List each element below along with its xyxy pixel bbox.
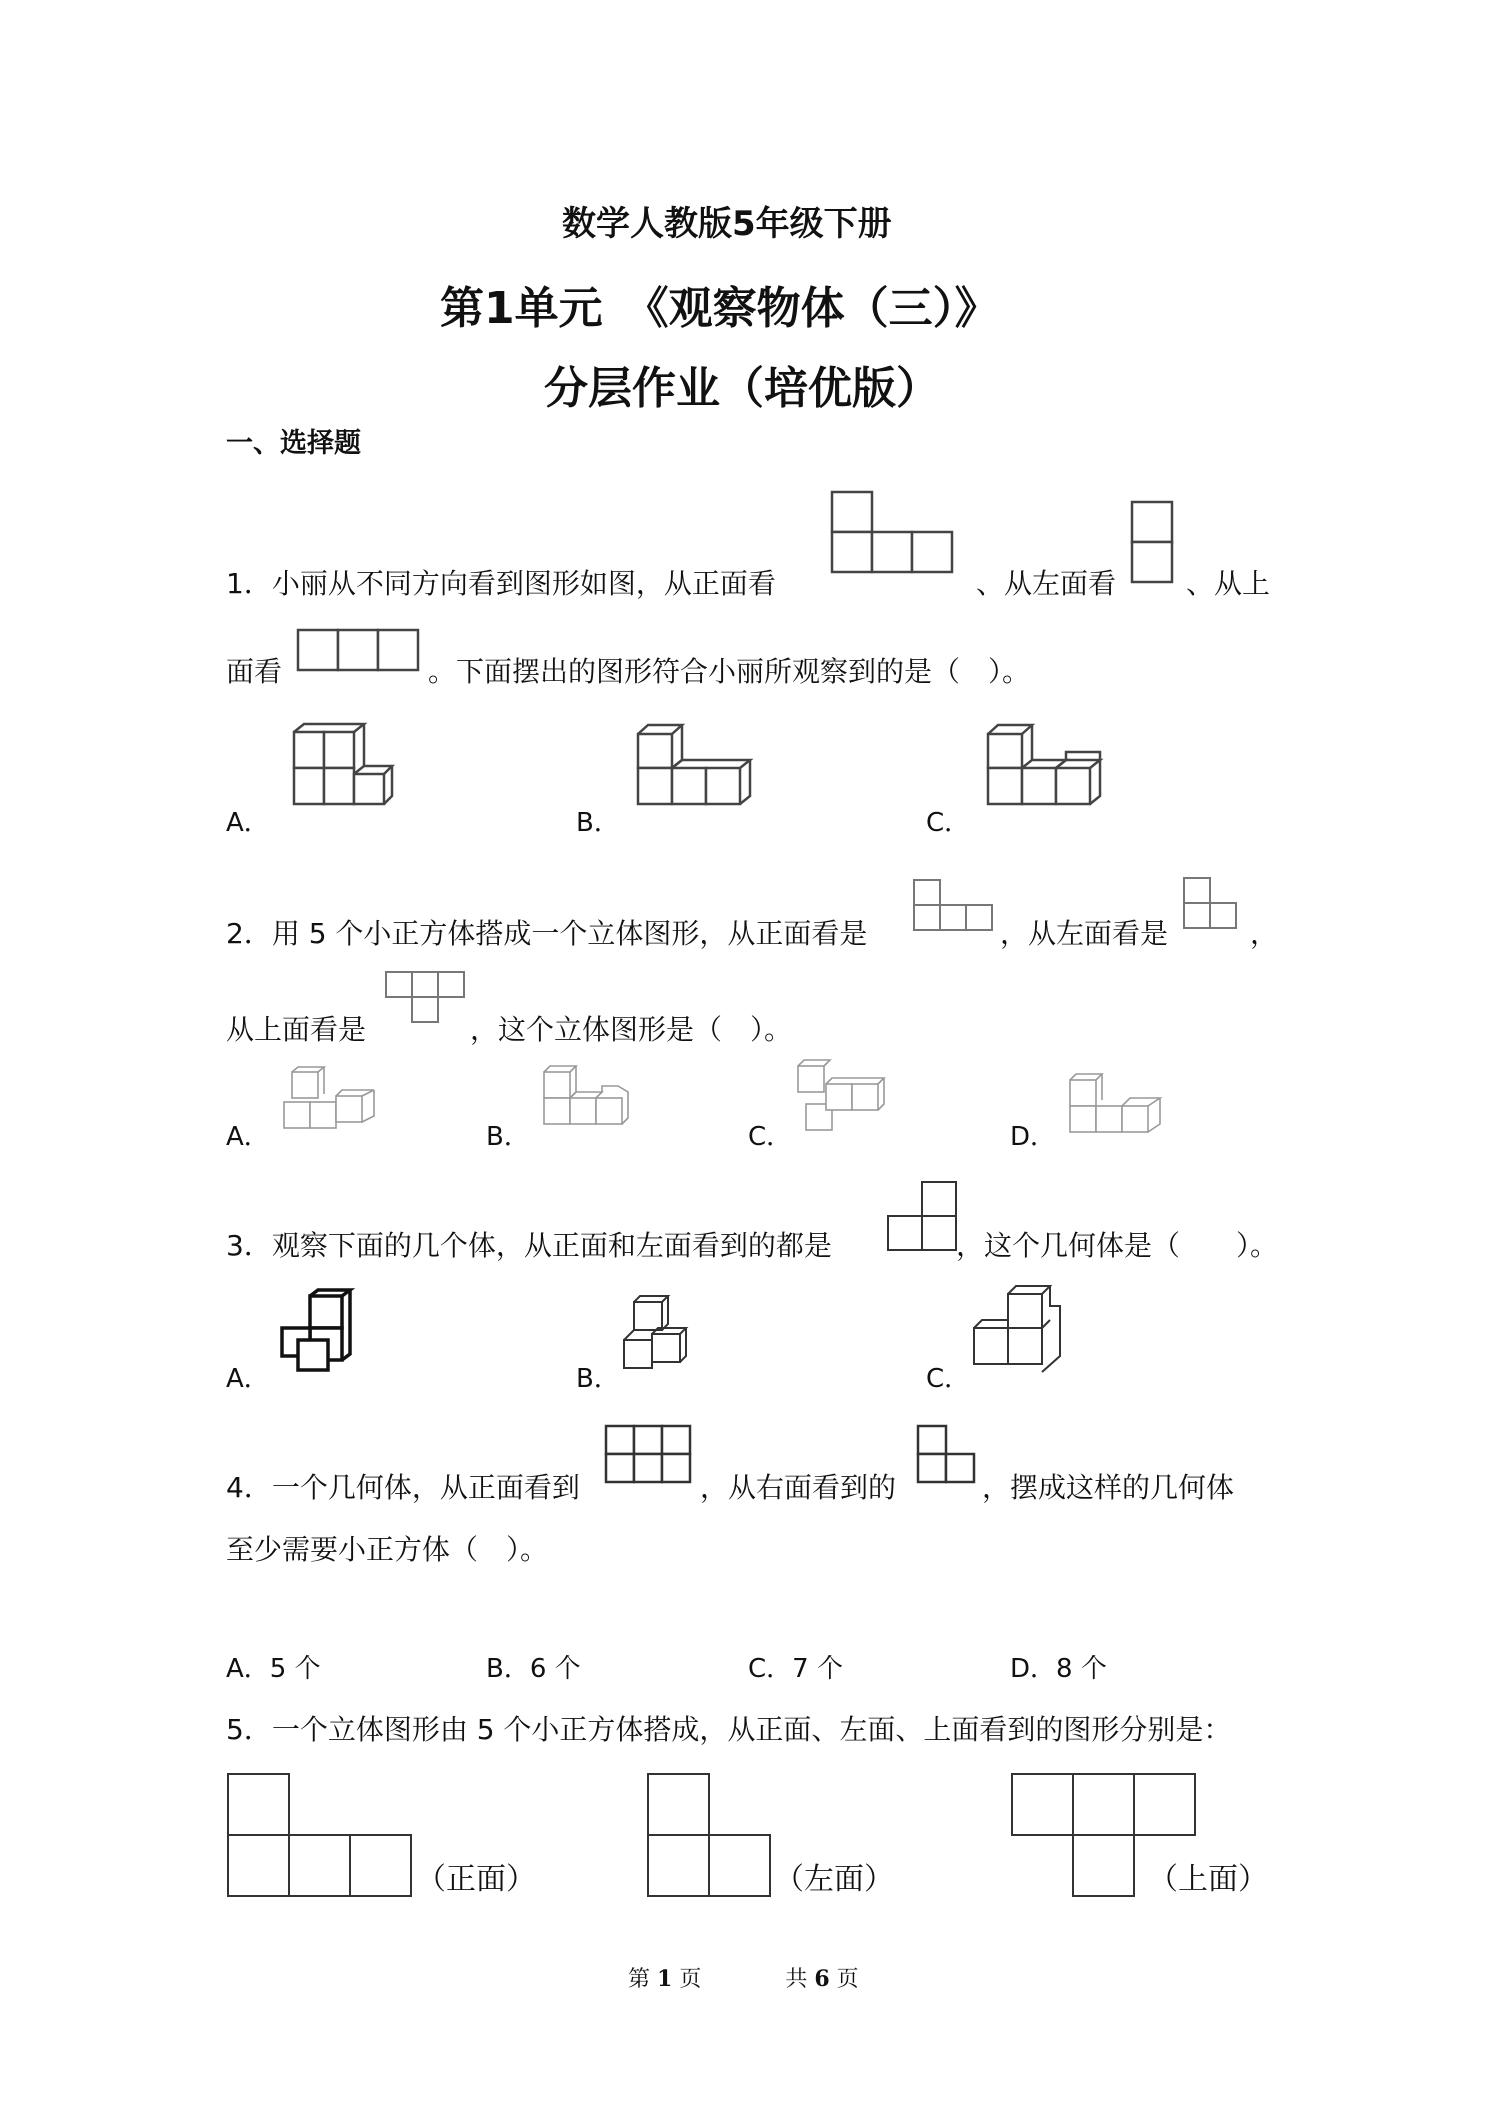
q2-top-view-figure	[384, 970, 470, 1026]
q1-option-c-figure[interactable]	[986, 722, 1121, 814]
q3-view-figure	[886, 1180, 962, 1254]
q2-option-b-figure[interactable]	[542, 1064, 642, 1136]
q3-option-c[interactable]: C．	[926, 1364, 971, 1394]
q2-front-view-figure	[912, 878, 998, 934]
q2-text-2: ，从左面看是	[1000, 917, 1169, 950]
q2-option-a[interactable]: A．	[226, 1122, 270, 1152]
q2-text-1: 2．用 5 个小正方体搭成一个立体图形，从正面看是	[226, 917, 868, 950]
q1-text-4: 面看	[226, 655, 283, 688]
q5-label-top: （上面）	[1148, 1862, 1268, 1897]
total-label: 共	[785, 1967, 808, 1992]
q2-text-4: 从上面看是	[226, 1013, 367, 1046]
q2-option-a-figure[interactable]	[282, 1066, 394, 1138]
q1-option-a-figure[interactable]	[292, 722, 427, 814]
page-number: 1	[657, 1966, 673, 1992]
q2-option-d-figure[interactable]	[1066, 1070, 1176, 1142]
q1-front-view-figure	[830, 490, 960, 575]
unit-title: 第1单元 《观察物体（三）》	[440, 283, 999, 334]
q2-option-d[interactable]: D．	[1010, 1122, 1057, 1152]
q4-text-2: ，从右面看到的	[700, 1471, 897, 1504]
q1-left-view-figure	[1130, 500, 1175, 585]
q1-text-2: 、从左面看	[976, 567, 1117, 600]
total-unit: 页	[836, 1967, 859, 1992]
q1-top-view-figure	[296, 628, 422, 673]
q3-option-c-figure[interactable]	[970, 1284, 1070, 1378]
total-pages: 6	[814, 1966, 830, 1992]
page-footer	[628, 1962, 859, 1993]
q5-label-front: （正面）	[416, 1862, 536, 1897]
q5-label-left: （左面）	[774, 1862, 894, 1897]
q4-text-3: ，摆成这样的几何体	[982, 1471, 1235, 1504]
page-unit: 页	[679, 1967, 702, 1992]
q4-option-c[interactable]: C．7 个	[748, 1654, 843, 1684]
q2-text-5: ，这个立体图形是（ ）。	[470, 1013, 793, 1046]
q3-option-a[interactable]: A．	[226, 1364, 270, 1394]
q1-option-b-figure[interactable]	[636, 722, 766, 814]
q2-option-b[interactable]: B．	[486, 1122, 530, 1152]
q3-option-b-figure[interactable]	[622, 1294, 702, 1374]
q4-option-b[interactable]: B．6 个	[486, 1654, 581, 1684]
q1-option-b[interactable]: B．	[576, 808, 620, 838]
edition-title: 分层作业（培优版）	[544, 363, 940, 414]
q3-text-1: 3．观察下面的几个体，从正面和左面看到的都是	[226, 1229, 832, 1262]
q3-text-2: ，这个几何体是（ ）。	[956, 1229, 1279, 1262]
page-label: 第	[628, 1967, 651, 1992]
q1-option-a[interactable]: A．	[226, 808, 270, 838]
q1-text-3: 、从上	[1186, 567, 1271, 600]
q4-text-1: 4．一个几何体，从正面看到	[226, 1471, 580, 1504]
subtitle: 数学人教版5年级下册	[562, 204, 892, 244]
q5-front-view-figure	[226, 1772, 416, 1902]
q2-option-c-figure[interactable]	[796, 1058, 896, 1138]
q4-text-4: 至少需要小正方体（ ）。	[226, 1533, 549, 1566]
q1-option-c[interactable]: C．	[926, 808, 971, 838]
q1-text-5: 。下面摆出的图形符合小丽所观察到的是（ ）。	[428, 655, 1031, 688]
q5-text-1: 5．一个立体图形由 5 个小正方体搭成，从正面、左面、上面看到的图形分别是：	[226, 1713, 1232, 1746]
q4-option-d[interactable]: D．8 个	[1010, 1654, 1107, 1684]
q1-text-1: 1．小丽从不同方向看到图形如图，从正面看	[226, 567, 776, 600]
q5-left-view-figure	[646, 1772, 776, 1902]
q2-option-c[interactable]: C．	[748, 1122, 793, 1152]
q2-left-view-figure	[1182, 876, 1242, 932]
section-title: 一、选择题	[226, 428, 361, 459]
q4-right-view-figure	[916, 1424, 980, 1488]
q2-text-3: ，	[1250, 917, 1279, 950]
q3-option-b[interactable]: B．	[576, 1364, 620, 1394]
q4-option-a[interactable]: A．5 个	[226, 1654, 321, 1684]
q3-option-a-figure[interactable]	[280, 1288, 355, 1373]
q4-front-view-figure	[604, 1424, 696, 1488]
